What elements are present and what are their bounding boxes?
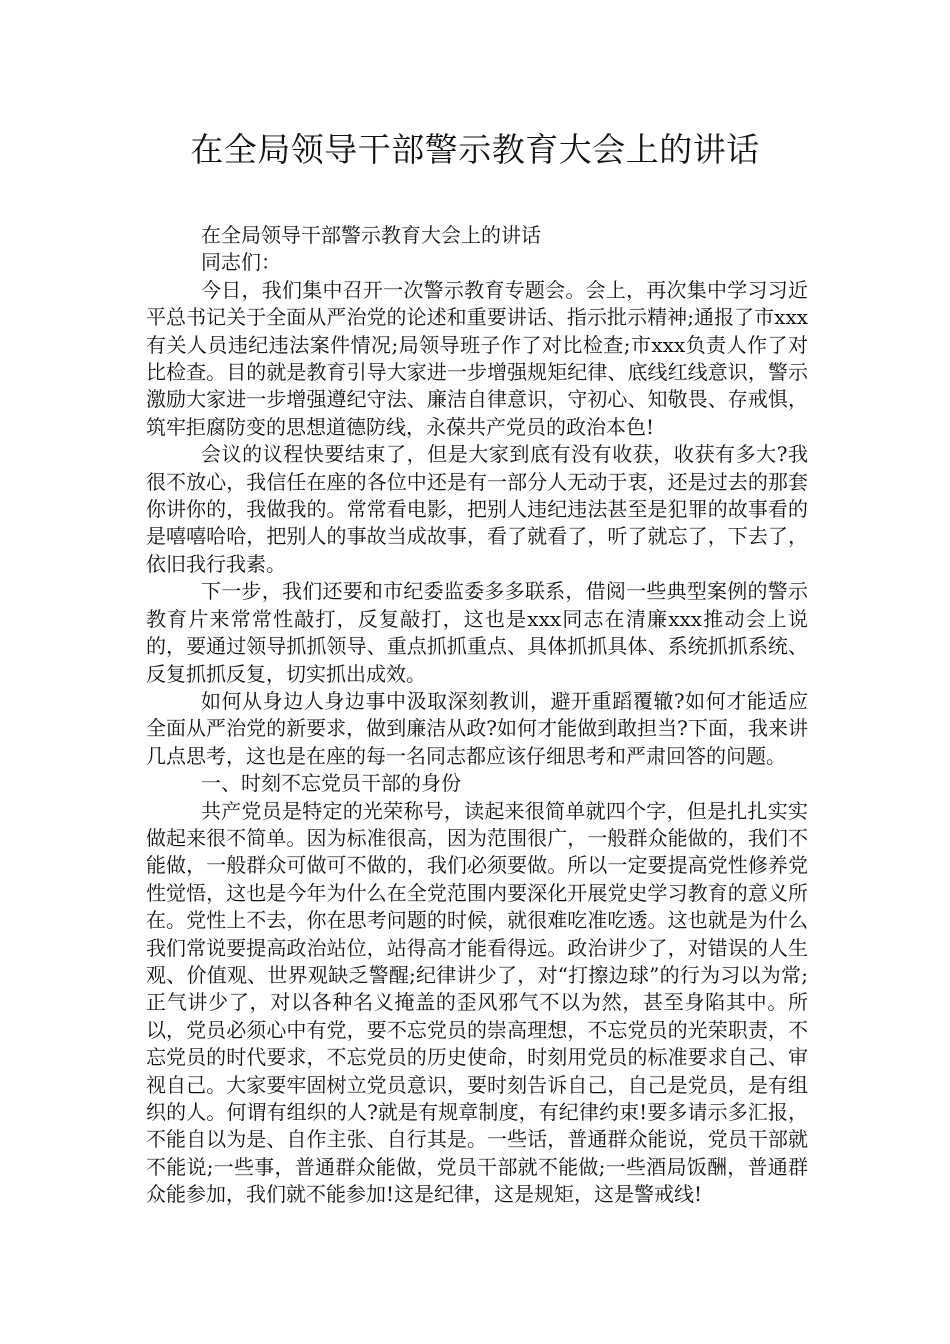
body-paragraph: 共产党员是特定的光荣称号，读起来很简单就四个字，但是扎扎实实做起来很不简单。因为标准很高，因为范围很广，一般群众能做的，我们不能做，一般群众可做可不做的，我们必须要做。所以一定要提高党性修养党性觉悟，这也是今年为什么在全党范围内要深化开展党史学习教育的意义所在。党性上不去，你在思考问题的时候，就很难吃准吃透。这也就是为什么我们常说要提高政治站位，站得高才能看得远。政治讲少了，对错误的人生观、价值观、世界观缺乏警醒;纪律讲少了，对“打擦边球”的行为习以为常;正气讲少了，对以各种名义掩盖的歪风邪气不以为然，甚至身陷其中。所以，党员必须心中有党，要不忘党员的崇高理想，不忘党员的光荣职责，不忘党员的时代要求，不忘党员的历史使命，时刻用党员的标准要求自己、审视自己。大家要牢固树立党员意识，要时刻告诉自己，自己是党员，是有组织的人。何谓有组织的人?就是有规章制度，有纪律约束!要多请示多汇报，不能自以为是、自作主张、自行其是。一些话，普通群众能说，党员干部就不能说;一些事，普通群众能做，党员干部就不能做;一些酒局饭酬，普通群众能参加，我们就不能参加!这是纪律，这是规矩，这是警戒线! (146, 798, 808, 1207)
body-paragraph: 会议的议程快要结束了，但是大家到底有没有收获，收获有多大?我很不放心，我信任在座的各位中还是有一部分人无动于衷，还是过去的那套你讲你的，我做我的。常常看电影，把别人违纪违法甚至是犯罪的故事看的是嘻嘻哈哈，把别人的事故当成故事，看了就看了，听了就忘了，下去了，依旧我行我素。 (146, 442, 808, 576)
body-paragraph: 如何从身边人身边事中汲取深刻教训，避开重蹈覆辙?如何才能适应全面从严治党的新要求，做到廉洁从政?如何才能做到敢担当?下面，我来讲几点思考，这也是在座的每一名同志都应该仔细思考和严肃回答的问题。 (146, 688, 808, 768)
salutation-paragraph: 同志们： (201, 250, 281, 275)
document-title: 在全局领导干部警示教育大会上的讲话 (190, 130, 760, 169)
body-paragraph: 下一步，我们还要和市纪委监委多多联系，借阅一些典型案例的警示教育片来常常性敲打，反复敲打，这也是xxx同志在清廉xxx推动会上说的，要通过领导抓抓领导、重点抓抓重点、具体抓抓具体、系统抓抓系统、反复抓抓反复，切实抓出成效。 (146, 579, 808, 686)
body-paragraph: 今日，我们集中召开一次警示教育专题会。会上，再次集中学习习近平总书记关于全面从严治党的论述和重要讲话、指示批示精神;通报了市xxx有关人员违纪违法案件情况;局领导班子作了对比检查;市xxx负责人作了对比检查。目的就是教育引导大家进一步增强规矩纪律、底线红线意识，警示激励大家进一步增强遵纪守法、廉洁自律意识，守初心、知敬畏、存戒惧，筑牢拒腐防变的思想道德防线，永葆共产党员的政治本色! (146, 277, 808, 439)
subtitle-paragraph: 在全局领导干部警示教育大会上的讲话 (201, 223, 541, 247)
section-heading: 一、时刻不忘党员干部的身份 (201, 771, 461, 796)
document-body (146, 222, 808, 1209)
